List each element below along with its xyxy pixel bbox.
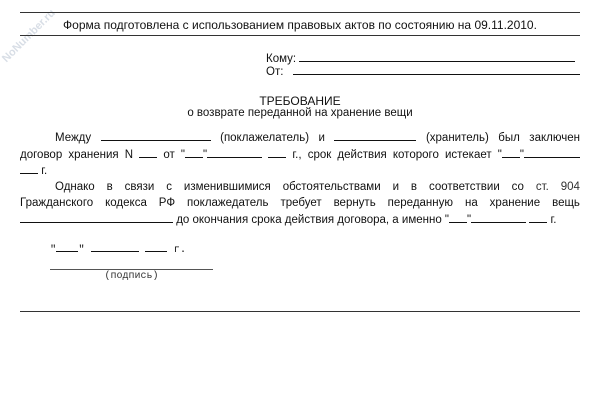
return-day-blank[interactable] [449,213,467,223]
end-month-blank[interactable] [524,148,580,158]
word: с [166,181,172,193]
signature-line[interactable] [50,269,213,270]
text: " [203,149,208,161]
paragraph2-line1 [55,181,580,193]
signature-date [50,242,186,256]
watermark: NoNumber.ru [0,7,58,65]
text: г. [41,165,48,177]
text: договор хранения N [20,149,134,161]
day-blank[interactable] [185,148,203,158]
item-blank[interactable] [20,213,173,223]
keeper-blank[interactable] [334,131,416,141]
paragraph1-line3 [20,164,580,177]
text: (поклажелатель) и [220,132,325,144]
word: переданную [387,197,454,209]
paragraph1-line1 [55,131,580,144]
text: до окончания срока действия договора, а именно " [176,214,450,226]
word: кодекса [105,197,147,209]
bottom-rule [20,311,580,312]
header-rule [20,35,580,36]
text: (хранитель) был заключен [425,132,580,144]
text: " [78,244,85,256]
word: изменившимися [183,181,271,193]
text: г. [173,244,187,256]
document-title: ТРЕБОВАНИЕ [259,94,341,108]
header-note: Форма подготовлена с использованием правовых актов по состоянию на 09.11.2010. [63,18,537,32]
paragraph2-line2 [20,197,580,209]
text: Между [55,132,92,144]
text: " [50,244,57,256]
word: Однако [55,181,95,193]
word: поклажедатель [187,197,269,209]
return-year-blank[interactable] [529,213,547,223]
to-label: Кому: [266,53,297,65]
word: в [106,181,113,193]
signature-caption: (подпись) [104,271,159,282]
from-label: От: [266,66,284,78]
to-field [266,52,575,65]
document-subtitle: о возврате переданной на хранение вещи [187,107,413,119]
return-month-blank[interactable] [471,213,526,223]
word: обстоятельствами [282,181,381,193]
text: г., срок действия которого истекает " [292,149,502,161]
month-blank[interactable] [207,148,262,158]
word: на [464,197,478,209]
word: Гражданского [20,197,94,209]
word: хранение [489,197,541,209]
sign-month-blank[interactable] [91,242,139,252]
word: со [511,181,524,193]
end-day-blank[interactable] [502,148,520,158]
to-blank[interactable] [299,52,575,62]
sign-year-blank[interactable] [145,242,167,252]
end-year-blank[interactable] [20,164,38,174]
word: вещь [552,197,580,209]
from-field [266,65,580,78]
word: в [410,181,418,193]
paragraph2-line3 [20,213,580,226]
word: связи [124,181,155,193]
law-article-link[interactable]: ст. 904 [535,181,580,193]
paragraph1-line2 [20,148,580,161]
contract-number-blank[interactable] [139,148,157,158]
text: от " [163,149,186,161]
word: вернуть [333,197,376,209]
text: " [519,149,524,161]
word: РФ [158,197,176,209]
text: г. [550,214,557,226]
year-blank[interactable] [268,148,286,158]
word: и [392,181,399,193]
sign-day-blank[interactable] [56,242,78,252]
word: требует [280,197,322,209]
top-rule [20,12,580,13]
word: соответствии [428,181,500,193]
depositor-blank[interactable] [101,131,211,141]
text: " [467,214,472,226]
from-blank[interactable] [293,65,580,75]
